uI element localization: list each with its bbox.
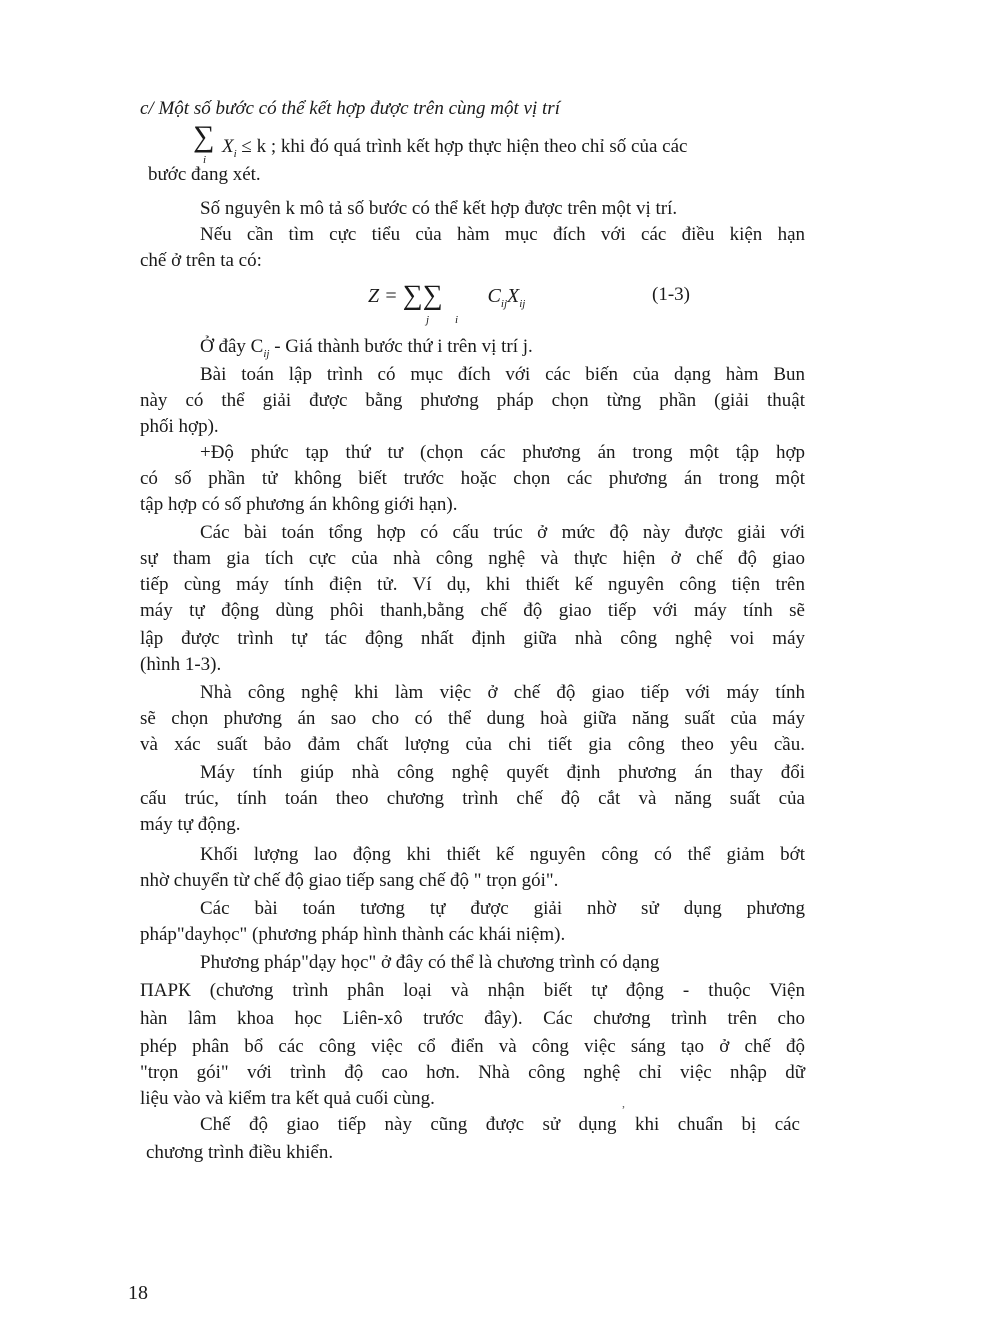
text-line: máy tự động. xyxy=(140,814,241,835)
text-line: cấu trúc, tính toán theo chương trình chế độ cắt và năng suất của xyxy=(140,788,805,809)
double-sum-icon: ∑∑ xyxy=(402,280,443,311)
text-line: Các bài toán tổng hợp có cấu trúc ở mức độ này được giải với xyxy=(200,522,805,543)
text-line: pháp"dayhọc" (phương pháp hình thành các khái niệm). xyxy=(140,924,566,945)
text-line: liệu vào và kiểm tra kết quả cuối cùng. xyxy=(140,1088,435,1109)
text-line: chương trình điều khiển. xyxy=(146,1142,334,1163)
where-sub: ij xyxy=(263,348,270,360)
text-line: máy tự động dùng phôi thanh,bằng chế độ giao tiếp với máy tính sẽ xyxy=(140,600,805,621)
text-line: sự tham gia tích cực của nhà công nghệ và thực hiện ở chế độ giao xyxy=(140,548,805,569)
text-line: ПАРК (chương trình phân loại và nhận biết tự động - thuộc Viện xyxy=(140,980,805,1001)
text-line: lập được trình tự tác động nhất định giữa nhà công nghệ voi máy xyxy=(140,628,805,649)
text-line: tập hợp có số phương án không giới hạn). xyxy=(140,494,458,515)
text-line: +Độ phức tạp thứ tư (chọn các phương án trong một tập hợp xyxy=(200,442,805,463)
limit-j: j xyxy=(426,314,430,326)
text-line: Nhà công nghệ khi làm việc ở chế độ giao tiếp với máy tính xyxy=(200,682,805,703)
scan-speck: , xyxy=(622,1096,625,1110)
text-line: phép phân bổ các công việc cổ điển và công việc sáng tạo ở chế độ xyxy=(140,1036,805,1057)
sum-symbol-icon: ∑ xyxy=(193,120,215,153)
text-line: hàn lâm khoa học Liên-xô trước đây). Các chương trình trên cho xyxy=(140,1008,805,1029)
constraint-sub: i xyxy=(233,148,237,160)
text-line: Chế độ giao tiếp này cũng được sử dụng khi chuẩn bị các xyxy=(200,1114,800,1135)
text-line: sẽ chọn phương án sao cho có thể dung hoà giữa năng suất của máy xyxy=(140,708,805,729)
text-line: này có thể giải được bằng phương pháp chọn từng phần (giải thuật xyxy=(140,390,805,411)
text-line: Khối lượng lao động khi thiết kế nguyên công có thể giảm bớt xyxy=(200,844,805,865)
formula-term2: X xyxy=(507,285,520,307)
text-line: và xác suất bảo đảm chất lượng của chi tiết gia công theo yêu cầu. xyxy=(140,734,805,755)
text-line: nhờ chuyển từ chế độ giao tiếp sang chế độ " trọn gói". xyxy=(140,870,559,891)
where-text: Ở đây C xyxy=(200,336,264,357)
text-line: Số nguyên k mô tả số bước có thể kết hợp được trên một vị trí. xyxy=(200,198,678,219)
sum-lower-limit: i xyxy=(203,154,207,166)
text-line: "trọn gói" với trình độ cao hơn. Nhà công nghệ chỉ việc nhập dữ xyxy=(140,1062,805,1083)
equation-1-3 xyxy=(368,280,525,312)
text-line: Bài toán lập trình có mục đích với các biến của dạng hàm Bun xyxy=(200,364,805,385)
text-line: có số phần tử không biết trước hoặc chọn các phương án trong một xyxy=(140,468,805,489)
formula-term2-sub: ij xyxy=(519,298,526,310)
formula-term: C xyxy=(487,285,501,307)
text-line: Máy tính giúp nhà công nghệ quyết định phương án thay đổi xyxy=(200,762,805,783)
text-line: (hình 1-3). xyxy=(140,654,222,675)
text-line: Phương pháp"dạy học" ở đây có thể là chương trình có dạng xyxy=(200,952,660,973)
section-heading: c/ Một số bước có thể kết hợp được trên cùng một vị trí xyxy=(140,98,560,119)
constraint-var: X xyxy=(222,136,234,157)
text-line: chế ở trên ta có: xyxy=(140,250,262,271)
text-line: Nếu cần tìm cực tiểu của hàm mục đích với các điều kiện hạn xyxy=(200,224,805,245)
where-rest: - Giá thành bước thứ i trên vị trí j. xyxy=(269,336,533,357)
constraint-cont: bước đang xét. xyxy=(148,164,261,185)
equation-number: (1-3) xyxy=(652,284,690,305)
text-line: Các bài toán tương tự được giải nhờ sử dụng phương xyxy=(200,898,805,919)
text-line: tiếp cùng máy tính điện tử. Ví dụ, khi thiết kế nguyên công tiện trên xyxy=(140,574,805,595)
limit-i: i xyxy=(455,314,459,326)
text-line: phối hợp). xyxy=(140,416,219,437)
formula-lhs: Z = xyxy=(368,285,398,307)
formula-term-sub: ij xyxy=(500,298,508,310)
page-number: 18 xyxy=(128,1282,148,1304)
constraint-rest: ≤ k ; khi đó quá trình kết hợp thực hiện theo chỉ số của các xyxy=(236,136,688,157)
